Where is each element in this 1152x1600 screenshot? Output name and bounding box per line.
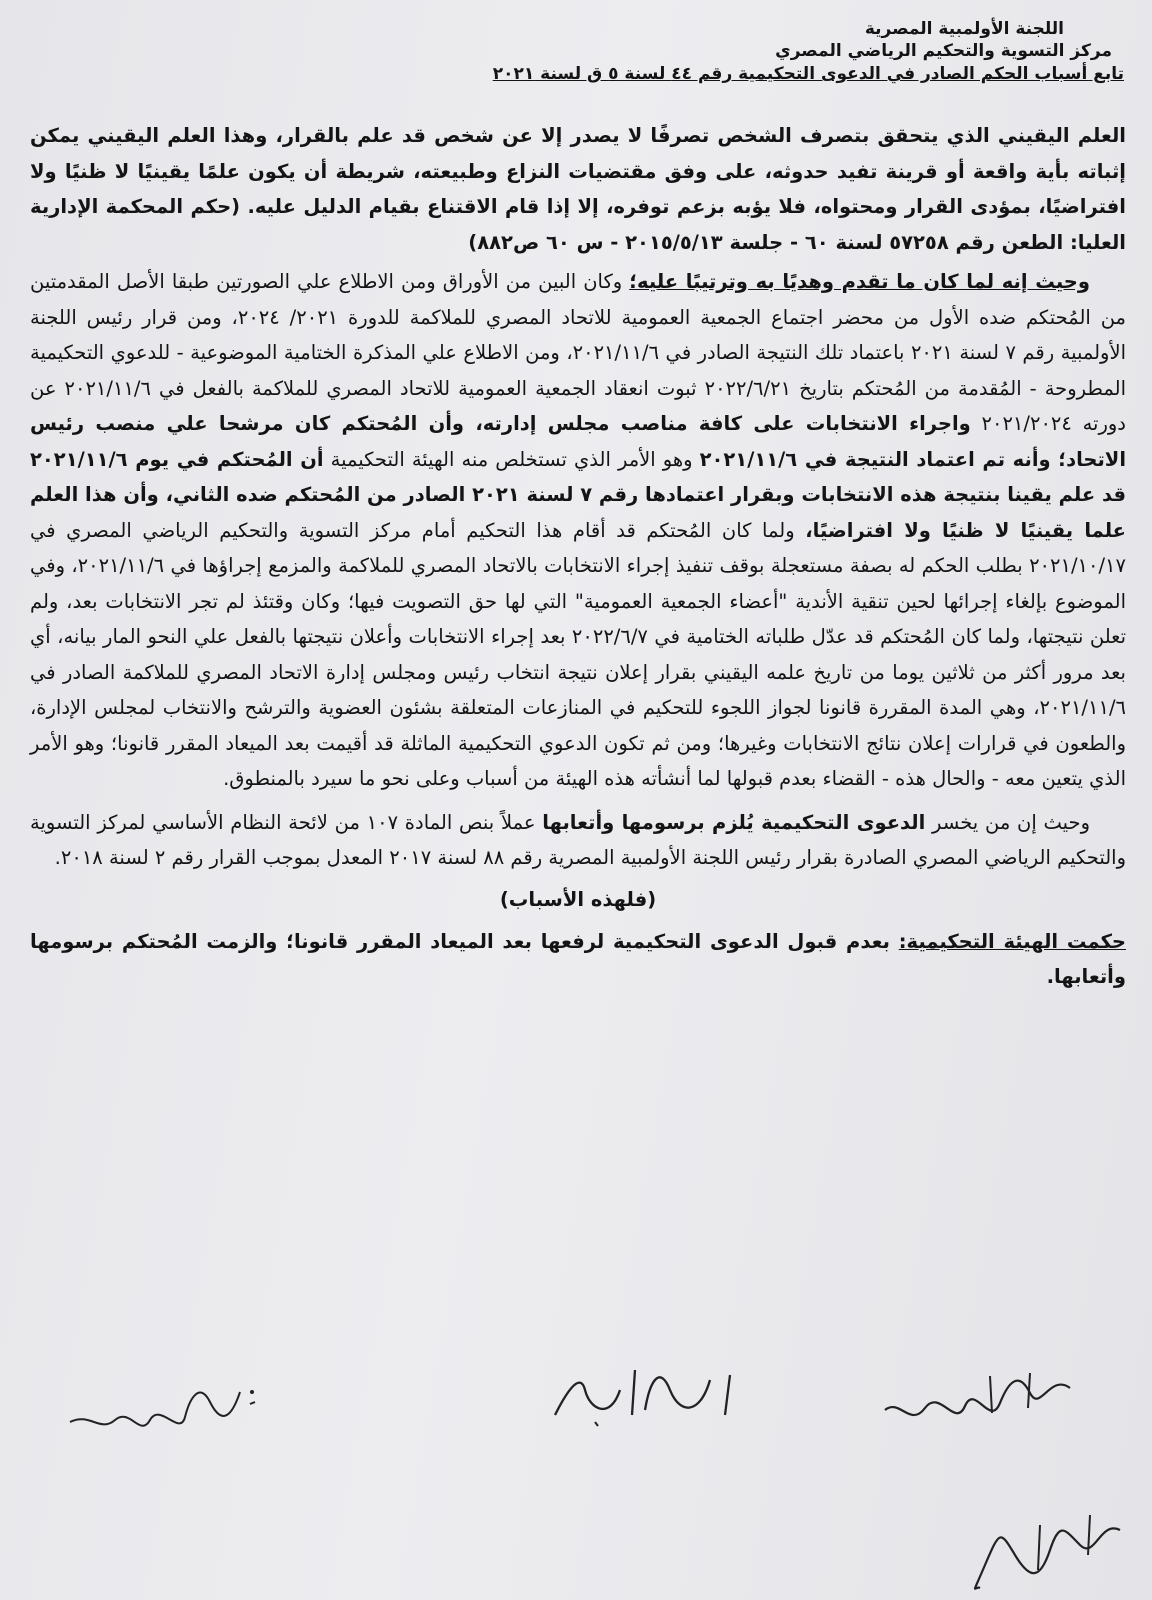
- verdict-label: حكمت الهيئة التحكيمية:: [898, 929, 1126, 953]
- paragraph-findings-part1: وكان البين من الأوراق ومن الاطلاع علي الصورتين طبقا الأصل المقدمتين من المُحتكم ضده الأول من محضر اجتماع الجمعية العمومية للاتحاد المصري للملاكمة للدورة ٢٠٢١/ ٢٠٢٤، ومن قرار رئيس اللجنة الأولمبية رقم ٧ لسنة ٢٠٢١ باعتماد تلك النتيجة الصادر في ٢٠٢١/١١/٦، ومن الاطلاع علي المذكرة الختامية الموضوعية - للدعوي التحكيمية المطروحة - المُقدمة من المُحتكم بتاريخ ٢٠٢٢/٦/٢١ ثبوت انعقاد الجمعية العمومية للاتحاد المصري للملاكمة بالفعل في ٢٠٢١/١١/٦ عن دورته ٢٠٢١/٢٠٢٤: [30, 270, 1127, 435]
- paragraph-findings-part3: ولما كان المُحتكم قد أقام هذا التحكيم أمام مركز التسوية والتحكيم الرياضي المصري في ٢٠٢١/١٠/١٧ بطلب الحكم له بصفة مستعجلة بوقف تنفيذ إجراء الانتخابات بالاتحاد المصري للملاكمة والمزمع إجراؤها في ٢٠٢١/١١/٦، وفي الموضوع بإلغاء إجرائها لحين تنقية الأندية "أعضاء الجمعية العمومية" التي لها حق التصويت فيها؛ وكان وقتئذ لم تجر الانتخابات بعد، ولم تعلن نتيجتها، ولما كان المُحتكم قد عدّل طلباته الختامية في ٢٠٢٢/٦/٧ بعد إجراء الانتخابات وأعلان نتيجتها بالفعل علي النحو المار بيانه، أي بعد مرور أكثر من ثلاثين يوما من تاريخ علمه اليقيني بقرار إعلان نتيجة انتخاب رئيس ومجلس إدارة الاتحاد المصري للملاكمة الصادر في ٢٠٢١/١١/٦، وهي المدة المقررة قانونا لجواز اللجوء للتحكيم في المنازعات المتعلقة بشئون العضوية والترشح والانتخاب لمجلس الإدارة، والطعون في قرارات إعلان نتائج الانتخابات وغيرها؛ ومن ثم تكون الدعوي التحكيمية الماثلة قد أقيمت بعد الميعاد المقرر قانونا؛ وهو الأمر الذي يتعين معه - والحال هذه - القضاء بعدم قبولها لما أنشأته هذه الهيئة من أسباب وعلى نحو ما سيرد بالمنطوق.: [30, 518, 1127, 790]
- paragraph-costs-part2: عملاً بنص المادة ١٠٧ من لائحة النظام الأساسي لمركز التسوية والتحكيم الرياضي المصري الصادرة بقرار رئيس اللجنة الأولمبية المصرية رقم ٨٨ لسنة ٢٠١٧ المعدل بموجب القرار رقم ٢ لسنة ٢٠١٨.: [30, 810, 1126, 869]
- header-center-name: مركز التسوية والتحكيم الرياضي المصري: [775, 41, 1112, 61]
- paragraph-certain-knowledge: العلم اليقيني الذي يتحقق بتصرف الشخص تصرفًا لا يصدر إلا عن شخص قد علم بالقرار، وهذا العلم اليقيني يمكن إثباته بأية واقعة أو قرينة تفيد حدوثه، على وفق مقتضيات النزاع وطبيعته، شريطة أن يكون علمًا يقينيًا لا ظنيًا ولا افتراضيًا، بمؤدى القرار ومحتواه، فلا يؤبه بزعم توفره، إلا إذا قام الاقتناع بقيام الدليل عليه. (حكم المحكمة الإدارية العليا: الطعن رقم ٥٧٢٥٨ لسنة ٦٠ - جلسة ٢٠١٥/٥/١٣ - س ٦٠ ص٨٨٢): [30, 124, 1126, 254]
- paragraph-costs-part1: وحيث إن من يخسر: [925, 810, 1091, 834]
- paragraph-findings-lead: وحيث إنه لما كان ما تقدم وهديًا به وترتيبًا عليه؛: [629, 270, 1090, 293]
- document-body: [30, 118, 1126, 995]
- signatures-area: [0, 1360, 1152, 1600]
- header-committee-name: اللجنة الأولمبية المصرية: [864, 19, 1064, 39]
- reasons-heading: (فلهذه الأسباب): [499, 887, 657, 911]
- paragraph-findings: [30, 264, 1126, 797]
- signature-left: [60, 1382, 260, 1432]
- header-case-reference: تابع أسباب الحكم الصادر في الدعوى التحكيمية رقم ٤٤ لسنة ٥ ق لسنة ٢٠٢١: [492, 64, 1124, 84]
- paragraph-findings-bold2: أن المُحتكم في يوم ٢٠٢١/١١/٦ قد علم يقينا بنتيجة هذه الانتخابات وبقرار اعتمادها رقم ٧ لسنة ٢٠٢١ الصادر من المُحتكم ضده الثاني، وأن هذا العلم علما يقينيًا لا ظنيًا ولا افتراضيًا،: [30, 447, 1126, 542]
- paragraph-costs-bold1: الدعوى التحكيمية يُلزم برسومها وأتعابها: [542, 810, 926, 834]
- signature-bottom-right: [970, 1510, 1130, 1590]
- signature-center: [540, 1360, 740, 1430]
- verdict-text: بعدم قبول الدعوى التحكيمية لرفعها بعد الميعاد المقرر قانونا؛ والزمت المُحتكم برسومها وأتعابها.: [30, 929, 1126, 988]
- paragraph-findings-part2: وهو الأمر الذي تستخلص منه الهيئة التحكيمية: [323, 447, 700, 471]
- signature-right: [880, 1368, 1080, 1428]
- paragraph-costs: [30, 805, 1126, 876]
- document-header: [424, 18, 1124, 85]
- paragraph-findings-bold1: واجراء الانتخابات على كافة مناصب مجلس إدارته، وأن المُحتكم كان مرشحا علي منصب رئيس الاتحاد؛ وأنه تم اعتماد النتيجة في ٢٠٢١/١١/٦: [30, 412, 1126, 471]
- verdict-paragraph: [30, 924, 1126, 995]
